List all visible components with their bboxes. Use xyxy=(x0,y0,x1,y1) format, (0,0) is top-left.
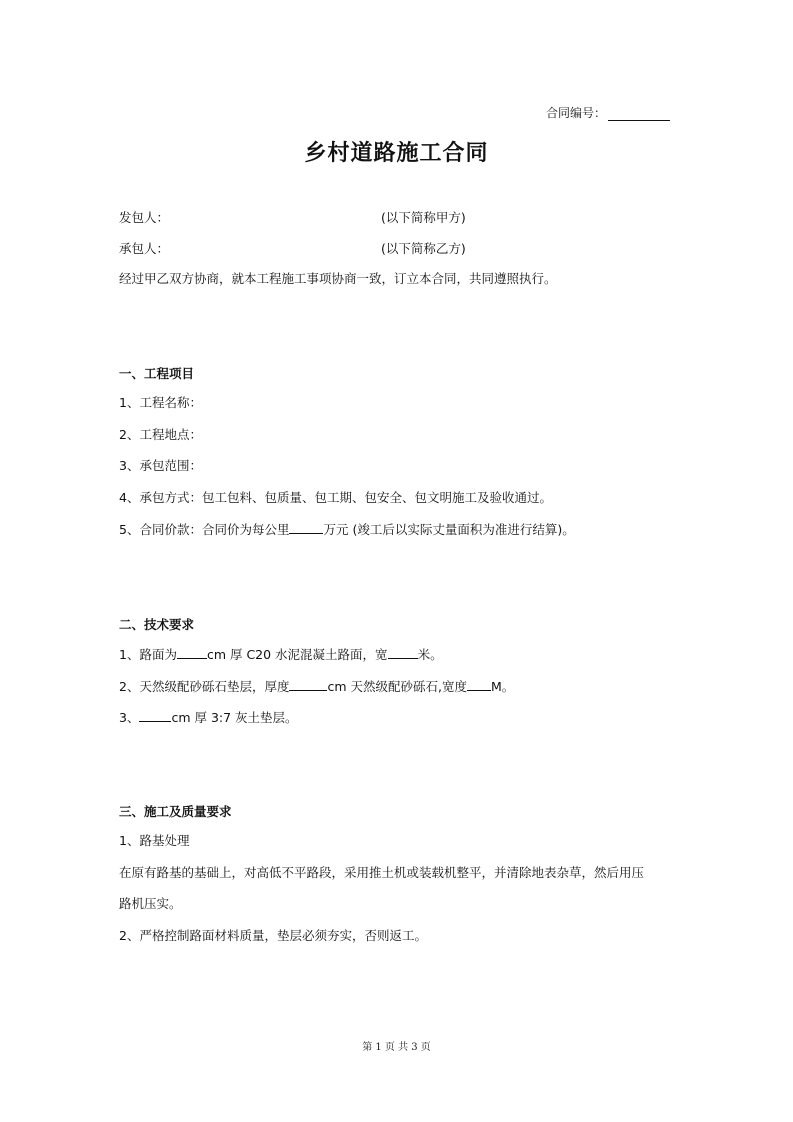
section2-heading: 二、技术要求 xyxy=(119,617,195,632)
contract-number-blank xyxy=(608,108,670,121)
gravel-thickness-blank xyxy=(289,678,327,691)
contract-number xyxy=(546,104,670,121)
section2-item-3: 3、 cm 厚 3:7 灰土垫层。 xyxy=(119,710,298,725)
section3-paragraph: 路机压实。 xyxy=(119,896,182,911)
page-footer: 第 1 页 共 3 页 xyxy=(362,1042,431,1053)
section2-item-2: 2、天然级配砂砾石垫层，厚度 cm 天然级配砂砾石,宽度 M。 xyxy=(119,679,515,694)
page-title: 乡村道路施工合同 xyxy=(304,140,489,166)
lime-thickness-blank xyxy=(139,709,171,722)
gravel-width-blank xyxy=(467,678,491,691)
party-a-label: 发包人： xyxy=(119,210,170,225)
contract-number-label: 合同编号： xyxy=(546,106,607,120)
price-blank xyxy=(289,521,323,534)
section1-heading: 一、工程项目 xyxy=(119,366,195,381)
party-b-label: 承包人： xyxy=(119,241,170,256)
section1-item: 3、承包范围： xyxy=(119,458,202,473)
section3-item: 1、路基处理 xyxy=(119,833,190,848)
section1-item: 4、承包方式：包工包料、包质量、包工期、包安全、包文明施工及验收通过。 xyxy=(119,490,552,505)
section1-item-5: 5、合同价款：合同价为每公里 万元 (竣工后以实际丈量面积为准进行结算)。 xyxy=(119,522,575,537)
section3-heading: 三、施工及质量要求 xyxy=(119,804,232,819)
section2-item-1: 1、路面为 cm 厚 C20 水泥混凝土路面，宽 米。 xyxy=(119,647,443,662)
section1-item: 1、工程名称： xyxy=(119,395,202,410)
section1-item: 2、工程地点： xyxy=(119,427,202,442)
party-b-note: (以下简称乙方) xyxy=(381,241,466,256)
section3-paragraph: 在原有路基的基础上，对高低不平路段，采用推土机或装载机整平，并清除地表杂草，然后用压 xyxy=(119,865,645,880)
party-a-note: (以下简称甲方) xyxy=(381,210,466,225)
intro-text: 经过甲乙双方协商，就本工程施工事项协商一致，订立本合同，共同遵照执行。 xyxy=(119,271,557,286)
thickness-blank xyxy=(177,646,207,659)
section3-item: 2、严格控制路面材料质量，垫层必须夯实，否则返工。 xyxy=(119,928,427,943)
width-blank xyxy=(388,646,418,659)
